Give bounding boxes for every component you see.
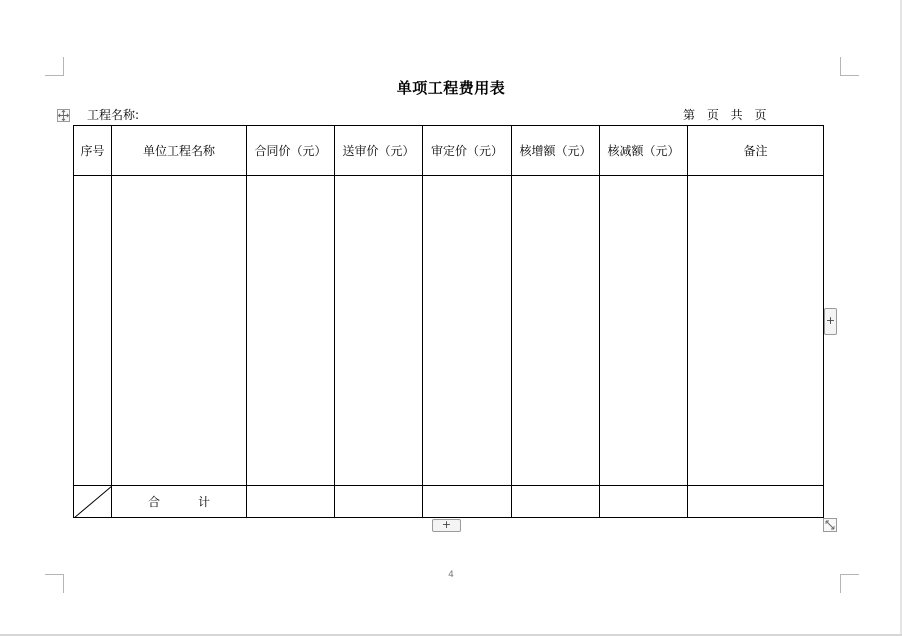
table-cell[interactable] [247,176,335,486]
table-row [74,176,824,486]
header-submitted-price[interactable]: 送审价（元） [335,126,423,176]
page-number: 4 [448,570,454,580]
fee-table [73,125,824,518]
table-cell[interactable] [600,486,688,518]
table-cell[interactable] [335,486,423,518]
page-info: 第 页 共 页 [683,108,767,122]
table-cell[interactable] [688,486,824,518]
table-cell[interactable] [247,486,335,518]
header-remarks[interactable]: 备注 [688,126,824,176]
header-approved-price[interactable]: 审定价（元） [423,126,512,176]
margin-corner-top-left [45,57,64,76]
table-resize-icon[interactable] [823,518,837,532]
diagonal-line [74,486,112,518]
table-cell[interactable] [512,486,600,518]
table-cell[interactable] [423,176,512,486]
total-row [74,486,824,518]
total-label-right: 计 [198,495,211,509]
document-title: 单项工程费用表 [396,79,506,97]
fee-table-container [73,125,824,518]
total-label-left: 合 [147,495,160,509]
table-cell[interactable] [74,176,112,486]
diagonal-cell[interactable] [74,486,112,518]
add-row-plus-icon[interactable]: + [432,519,461,532]
table-cell[interactable] [600,176,688,486]
add-column-plus-icon[interactable]: + [824,308,837,335]
table-cell[interactable] [512,176,600,486]
header-contract-price[interactable]: 合同价（元） [247,126,335,176]
header-unit-project-name[interactable]: 单位工程名称 [112,126,247,176]
table-cell[interactable] [423,486,512,518]
table-cell[interactable] [335,176,423,486]
project-name-label: 工程名称: [87,108,140,122]
table-move-icon[interactable] [57,109,70,122]
total-label-cell[interactable] [112,486,247,518]
header-index[interactable]: 序号 [74,126,112,176]
header-decrease-amount[interactable]: 核减额（元） [600,126,688,176]
header-increase-amount[interactable]: 核增额（元） [512,126,600,176]
table-cell[interactable] [112,176,247,486]
table-cell[interactable] [688,176,824,486]
table-header-row [74,126,824,176]
margin-corner-top-right [840,57,859,76]
